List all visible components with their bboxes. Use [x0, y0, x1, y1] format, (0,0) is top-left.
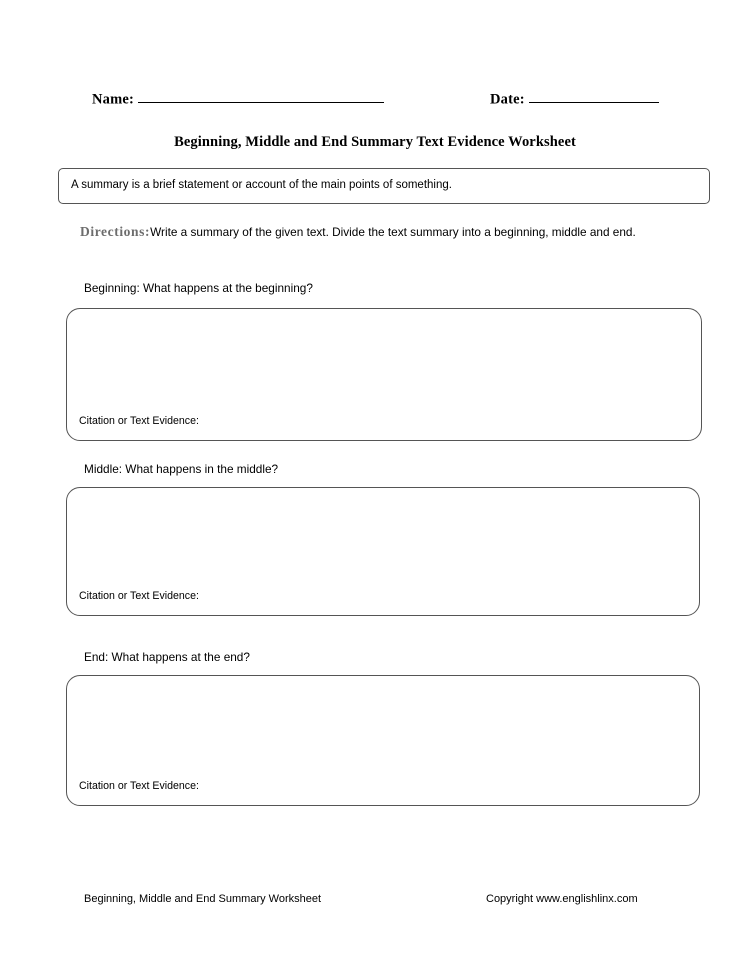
- prompt-beginning: Beginning: What happens at the beginning?: [84, 281, 313, 295]
- name-date-row: [92, 90, 658, 112]
- page-title: Beginning, Middle and End Summary Text Evidence Worksheet: [174, 134, 576, 150]
- definition-text: A summary is a brief statement or account of the main points of something.: [71, 179, 452, 191]
- answer-box-middle[interactable]: [66, 487, 700, 616]
- directions: [80, 222, 670, 243]
- prompt-end: End: What happens at the end?: [84, 650, 250, 664]
- citation-label-middle: Citation or Text Evidence:: [79, 590, 199, 602]
- date-field-group: [490, 90, 659, 108]
- answer-box-beginning[interactable]: [66, 308, 702, 441]
- date-input-line[interactable]: [529, 90, 659, 103]
- footer-copyright: Copyright www.englishlinx.com: [486, 893, 638, 905]
- name-input-line[interactable]: [138, 90, 384, 103]
- directions-text: Write a summary of the given text. Divide the text summary into a beginning, middle and end.: [150, 225, 636, 239]
- definition-box: [58, 168, 710, 204]
- directions-label: Directions:: [80, 224, 151, 239]
- citation-label-end: Citation or Text Evidence:: [79, 780, 199, 792]
- footer-left-text: Beginning, Middle and End Summary Worksheet: [84, 893, 322, 905]
- date-label: Date:: [490, 91, 525, 108]
- prompt-middle: Middle: What happens in the middle?: [84, 462, 279, 476]
- citation-label-beginning: Citation or Text Evidence:: [79, 415, 199, 427]
- name-field-group: [92, 90, 384, 108]
- answer-box-end[interactable]: [66, 675, 700, 806]
- name-label: Name:: [92, 91, 135, 108]
